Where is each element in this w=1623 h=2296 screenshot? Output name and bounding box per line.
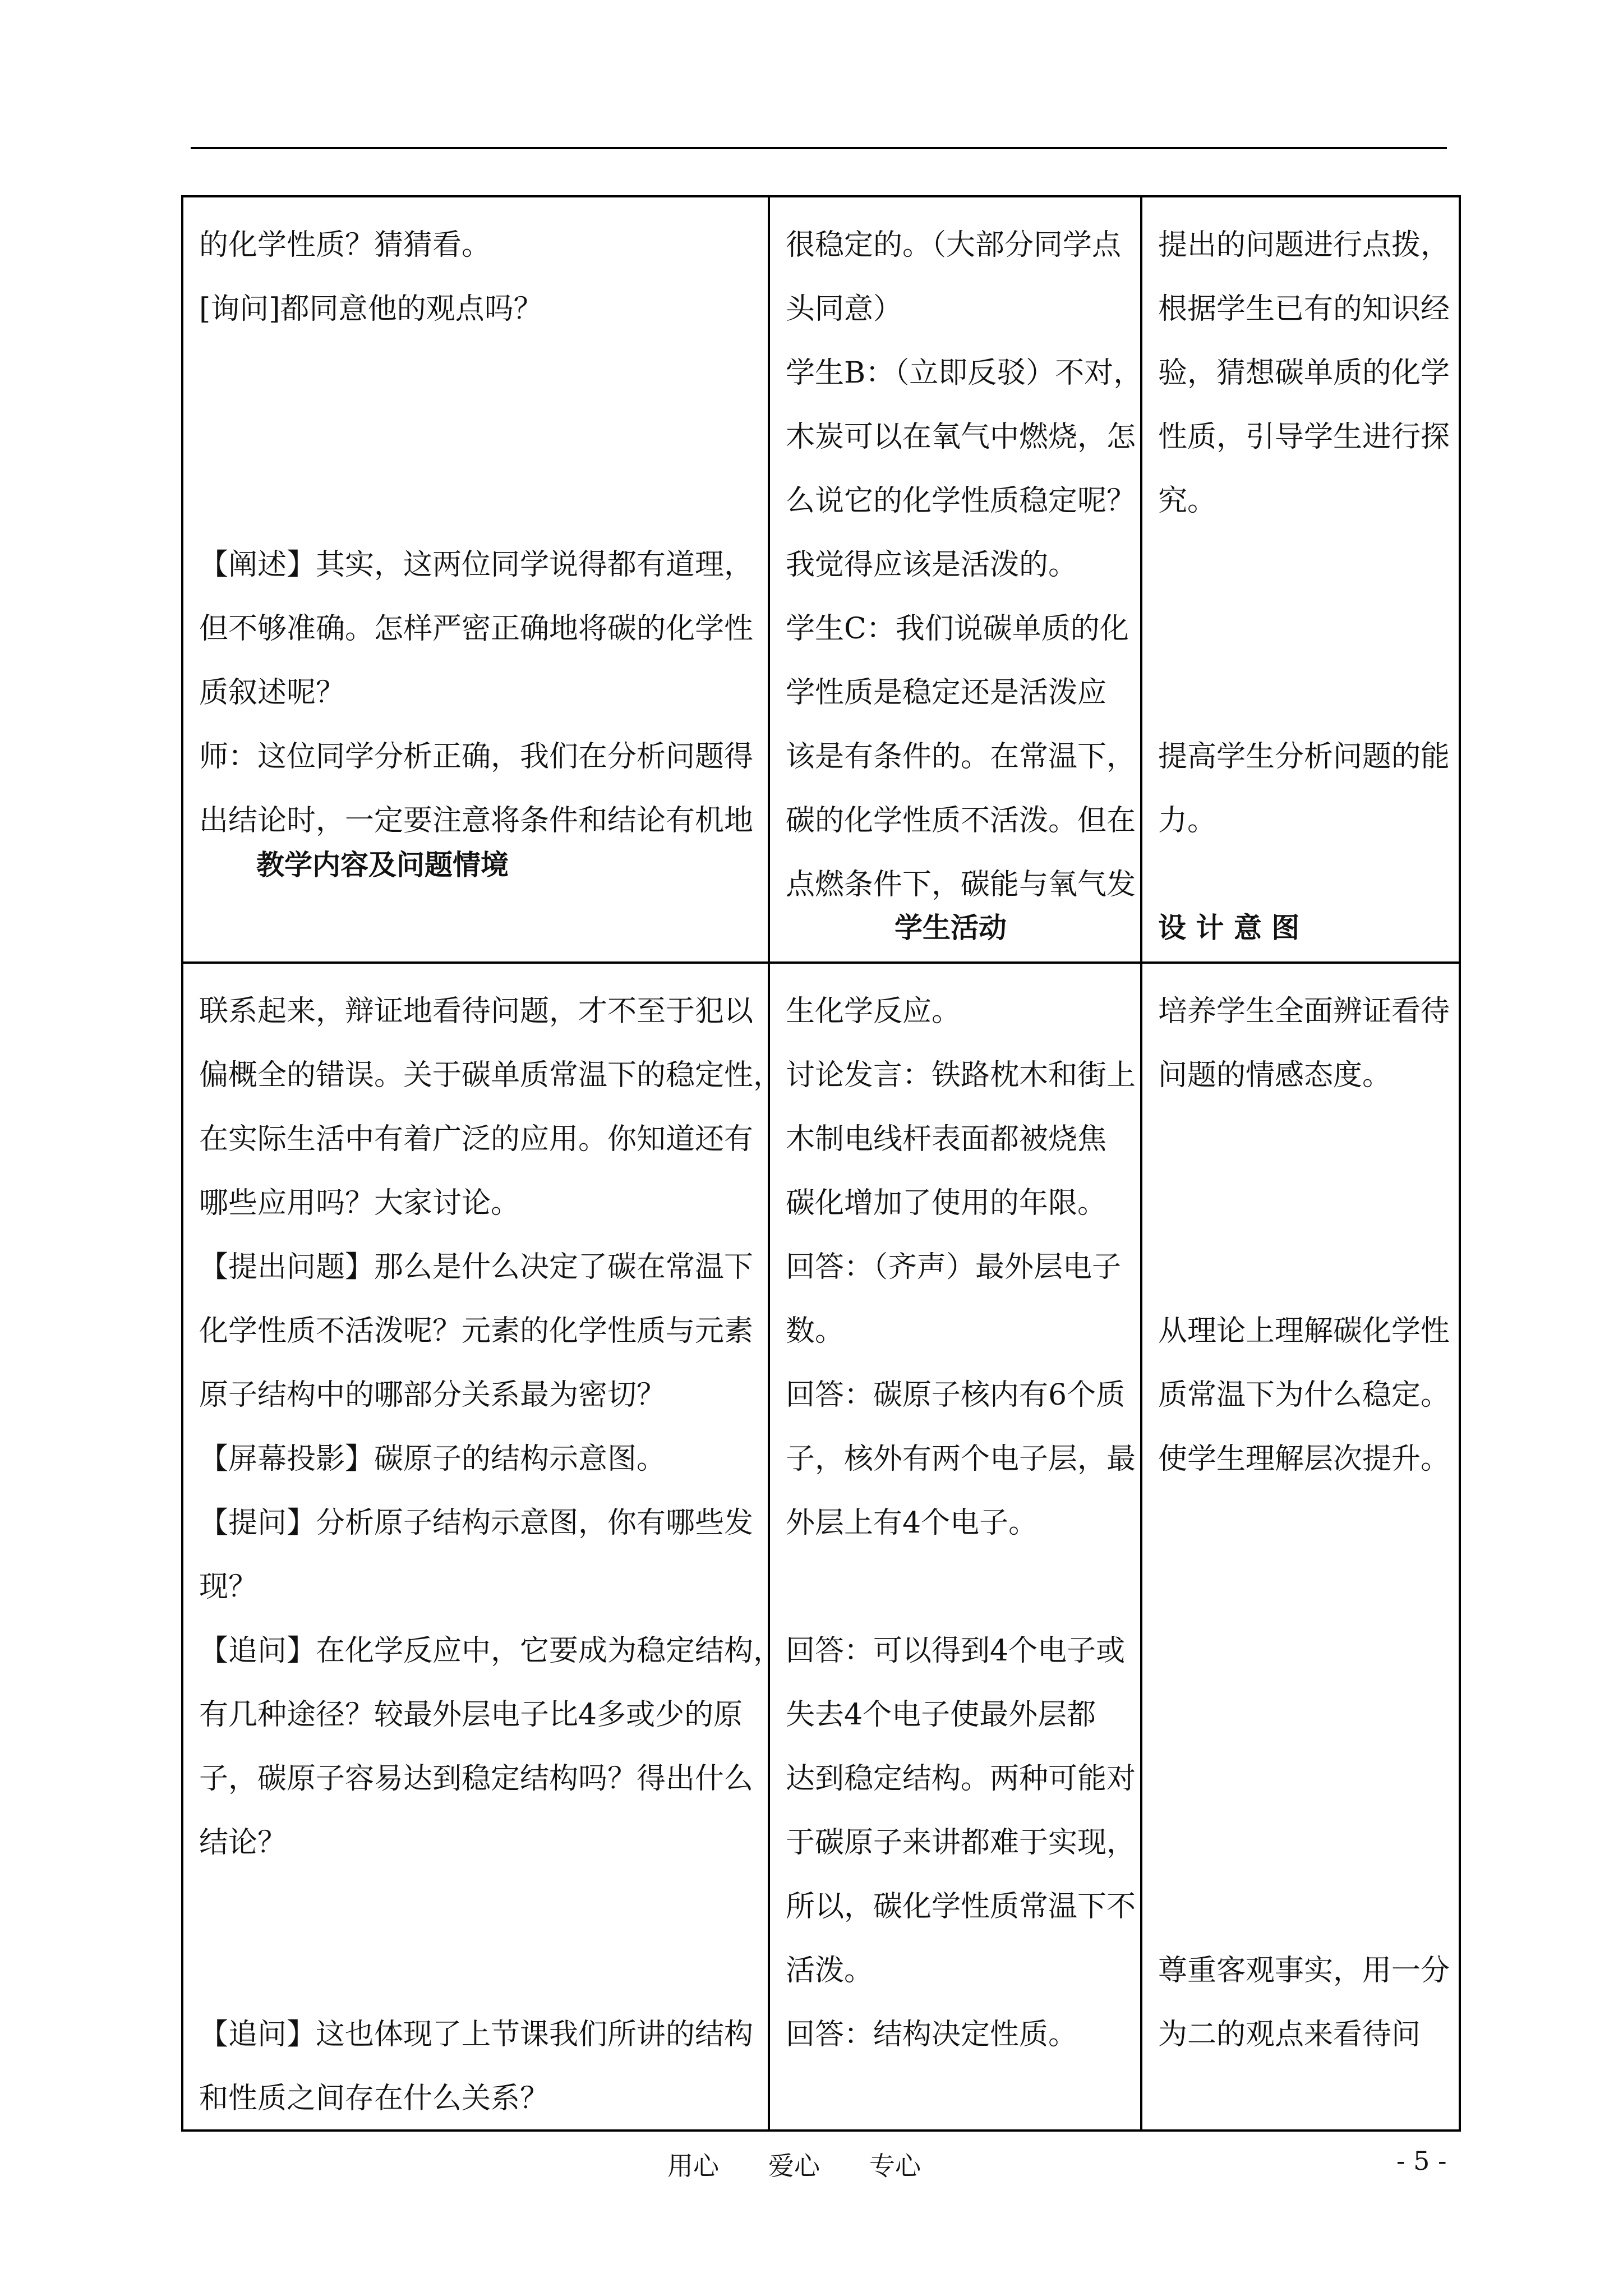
text-line: 木炭可以在氧气中燃烧，怎 (786, 420, 1136, 454)
text-line: 达到稳定结构。两种可能对 (786, 1762, 1136, 1796)
text-line (199, 469, 758, 533)
text-line (1158, 1491, 1453, 1555)
text-line: 木制电线杆表面都被烧焦 (786, 1122, 1107, 1156)
text-line: 问题的情感态度。 (1158, 1059, 1392, 1092)
text-line (1158, 1811, 1453, 1875)
text-line: 原子结构中的哪部分关系最为密切？ (199, 1378, 666, 1412)
cell-text (1142, 197, 1463, 853)
column-header-teaching-content: 教学内容及问题情境 (256, 849, 509, 881)
text-line: 师：这位同学分析正确，我们在分析问题得 (199, 740, 754, 774)
design-intent-column (1140, 197, 1463, 961)
text-line (1158, 1107, 1453, 1171)
text-line (199, 341, 758, 405)
text-line: 我觉得应该是活泼的。 (786, 548, 1078, 582)
text-line: 失去4个电子使最外层都 (786, 1698, 1096, 1732)
text-line: 出结论时，一定要注意将条件和结论有机地 (199, 804, 754, 838)
text-line (786, 1555, 1130, 1619)
text-line: 【屏幕投影】碳原子的结构示意图。 (199, 1442, 666, 1476)
text-line (1158, 1747, 1453, 1811)
teaching-content-column (183, 197, 768, 961)
text-line: 从理论上理解碳化学性 (1158, 1314, 1450, 1348)
text-line (199, 1875, 758, 1939)
text-line (1158, 597, 1453, 661)
text-line: 但不够准确。怎样严密正确地将碳的化学性 (199, 612, 754, 646)
text-line: 该是有条件的。在常温下， (786, 740, 1136, 774)
text-line (1158, 1555, 1453, 1619)
text-line: 质叙述呢？ (199, 676, 345, 710)
text-line: 有几种途径？较最外层电子比4多或少的原 (199, 1698, 743, 1732)
text-line (199, 405, 758, 469)
text-line: 质常温下为什么稳定。 (1158, 1378, 1450, 1412)
text-line: 回答：（齐声）最外层电子 (786, 1250, 1122, 1284)
text-line: 提高学生分析问题的能 (1158, 740, 1450, 774)
text-line: 偏概全的错误。关于碳单质常温下的稳定性， (199, 1059, 783, 1092)
text-line: 在实际生活中有着广泛的应用。你知道还有 (199, 1122, 754, 1156)
footer-motto-3: 专心 (869, 2151, 921, 2181)
text-line: 和性质之间存在什么关系？ (199, 2082, 550, 2115)
cell-text (183, 197, 768, 853)
text-line: 【追问】在化学反应中，它要成为稳定结构， (199, 1634, 783, 1668)
text-line: 回答：结构决定性质。 (786, 2018, 1078, 2051)
text-line: 生化学反应。 (786, 995, 961, 1028)
text-line: 究。 (1158, 484, 1217, 518)
text-line: 学性质是稳定还是活泼应 (786, 676, 1107, 710)
column-header-design-intent: 设 计 意 图 (1158, 912, 1300, 944)
text-line: 于碳原子来讲都难于实现， (786, 1826, 1136, 1860)
cell-text (183, 964, 783, 2131)
text-line: 么说它的化学性质稳定呢？ (786, 484, 1136, 518)
text-line: 头同意） (786, 292, 903, 326)
text-line: 性质，引导学生进行探 (1158, 420, 1450, 454)
student-activity-column (768, 964, 1140, 2129)
text-line: 验，猜想碳单质的化学 (1158, 356, 1450, 390)
text-line: 培养学生全面辨证看待 (1158, 995, 1450, 1028)
text-line (199, 1939, 758, 2003)
text-line: 碳的化学性质不活泼。但在 (786, 804, 1136, 838)
text-line: 点燃条件下，碳能与氧气发 (786, 868, 1136, 901)
text-line: 【提出问题】那么是什么决定了碳在常温下 (199, 1250, 754, 1284)
text-line: 哪些应用吗？大家讨论。 (199, 1186, 520, 1220)
text-line: 现？ (199, 1570, 258, 1604)
lesson-table-segment-1 (181, 195, 1461, 964)
text-line: 子，碳原子容易达到稳定结构吗？得出什么 (199, 1762, 754, 1796)
text-line: 使学生理解层次提升。 (1158, 1442, 1450, 1476)
text-line: 活泼。 (786, 1954, 874, 1987)
text-line (1158, 1619, 1453, 1683)
teaching-content-column (183, 964, 783, 2129)
text-line: 讨论发言：铁路枕木和街上 (786, 1059, 1136, 1092)
text-line: 外层上有4个电子。 (786, 1506, 1038, 1540)
column-header-student-activity: 学生活动 (895, 912, 1007, 944)
text-line: 碳化增加了使用的年限。 (786, 1186, 1107, 1220)
footer-motto-1: 用心 (667, 2151, 719, 2181)
text-line: 力。 (1158, 804, 1217, 838)
text-line: 学生C：我们说碳单质的化 (786, 612, 1129, 646)
text-line: 回答：可以得到4个电子或 (786, 1634, 1126, 1668)
header-rule (191, 147, 1447, 149)
text-line (1158, 1683, 1453, 1747)
text-line: 所以，碳化学性质常温下不 (786, 1890, 1136, 1924)
text-line: 很稳定的。（大部分同学点 (786, 228, 1122, 262)
text-line: 学生B：（立即反驳）不对， (786, 356, 1143, 390)
design-intent-column (1140, 964, 1463, 2129)
text-line: 化学性质不活泼呢？元素的化学性质与元素 (199, 1314, 754, 1348)
text-line: 数。 (786, 1314, 845, 1348)
text-line: 尊重客观事实，用一分 (1158, 1954, 1450, 1987)
text-line: 回答：碳原子核内有6个质 (786, 1378, 1126, 1412)
text-line: 【提问】分析原子结构示意图，你有哪些发 (199, 1506, 754, 1540)
lesson-table-segment-2 (181, 964, 1461, 2132)
text-line: 子，核外有两个电子层，最 (786, 1442, 1136, 1476)
cell-text (770, 197, 1143, 917)
cell-text (1142, 964, 1463, 2067)
text-line: [询问]都同意他的观点吗？ (199, 292, 543, 326)
text-line (1158, 1171, 1453, 1235)
text-line: 联系起来，辩证地看待问题，才不至于犯以 (199, 995, 754, 1028)
text-line: 结论？ (199, 1826, 287, 1860)
text-line: 【追问】这也体现了上节课我们所讲的结构 (199, 2018, 754, 2051)
text-line (1158, 1875, 1453, 1939)
cell-text (770, 964, 1140, 2067)
text-line (1158, 661, 1453, 725)
text-line: 的化学性质？猜猜看。 (199, 228, 491, 262)
page-number: - 5 - (1396, 2146, 1447, 2176)
student-activity-column (768, 197, 1143, 961)
text-line: 提出的问题进行点拨， (1158, 228, 1450, 262)
text-line (1158, 533, 1453, 597)
text-line: 【阐述】其实，这两位同学说得都有道理， (199, 548, 754, 582)
text-line: 为二的观点来看待问 (1158, 2018, 1421, 2051)
text-line: 根据学生已有的知识经 (1158, 292, 1450, 326)
footer-motto-2: 爱心 (768, 2151, 820, 2181)
text-line (1158, 1235, 1453, 1299)
